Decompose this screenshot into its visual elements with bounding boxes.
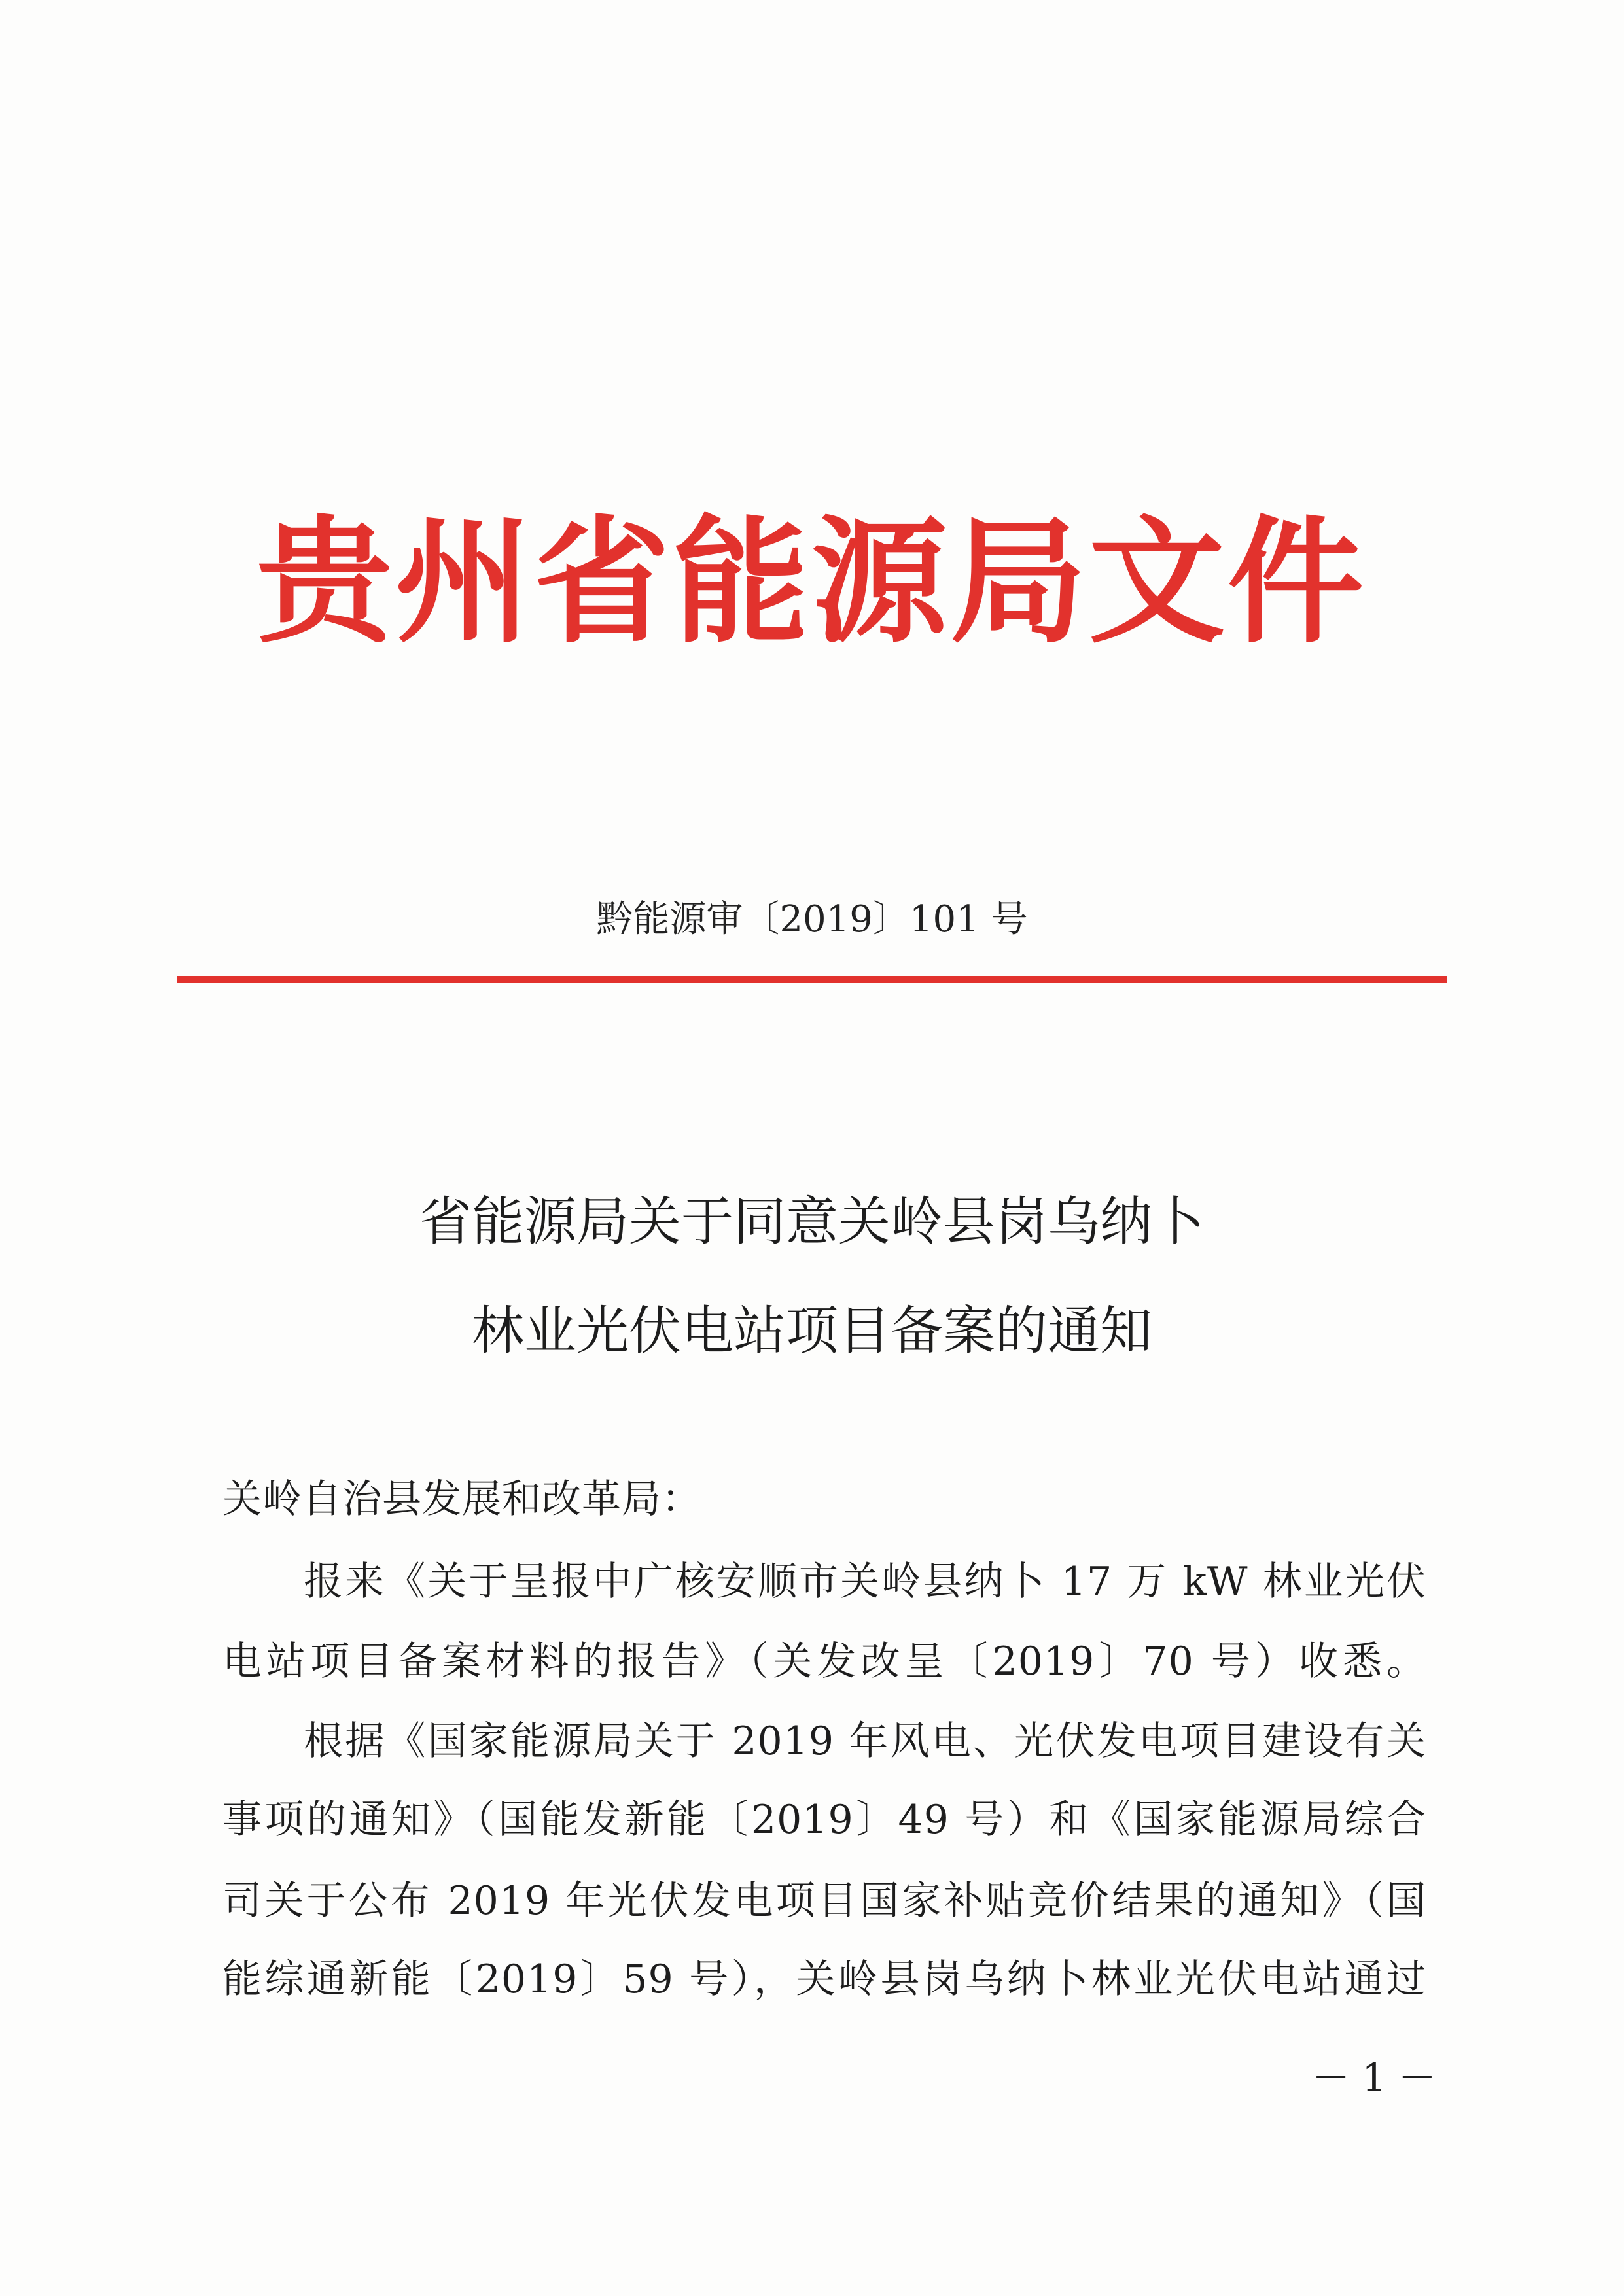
masthead-title: 贵州省能源局文件	[256, 502, 1366, 662]
body-line-4: 事项的通知》（国能发新能〔2019〕49 号）和《国家能源局综合	[222, 1797, 1426, 1843]
document-title-line-2: 林业光伏电站项目备案的通知	[472, 1300, 1152, 1361]
body-line-5: 司关于公布 2019 年光伏发电项目国家补贴竞价结果的通知》（国	[222, 1878, 1426, 1924]
body-line-6: 能综通新能〔2019〕59 号），关岭县岗乌纳卜林业光伏电站通过	[222, 1957, 1426, 2002]
page-number: － 1 －	[1312, 2055, 1436, 2100]
red-divider-line	[177, 976, 1447, 983]
document-title-line-1: 省能源局关于同意关岭县岗乌纳卜	[419, 1191, 1205, 1252]
document-number: 黔能源审〔2019〕101 号	[596, 898, 1028, 941]
body-line-3: 根据《国家能源局关于 2019 年风电、光伏发电项目建设有关	[304, 1718, 1426, 1764]
body-line-1: 报来《关于呈报中广核安顺市关岭县纳卜 17 万 kW 林业光伏	[304, 1559, 1426, 1605]
addressee: 关岭自治县发展和改革局：	[222, 1476, 701, 1522]
body-line-2: 电站项目备案材料的报告》（关发改呈〔2019〕70 号）收悉。	[222, 1639, 1426, 1684]
